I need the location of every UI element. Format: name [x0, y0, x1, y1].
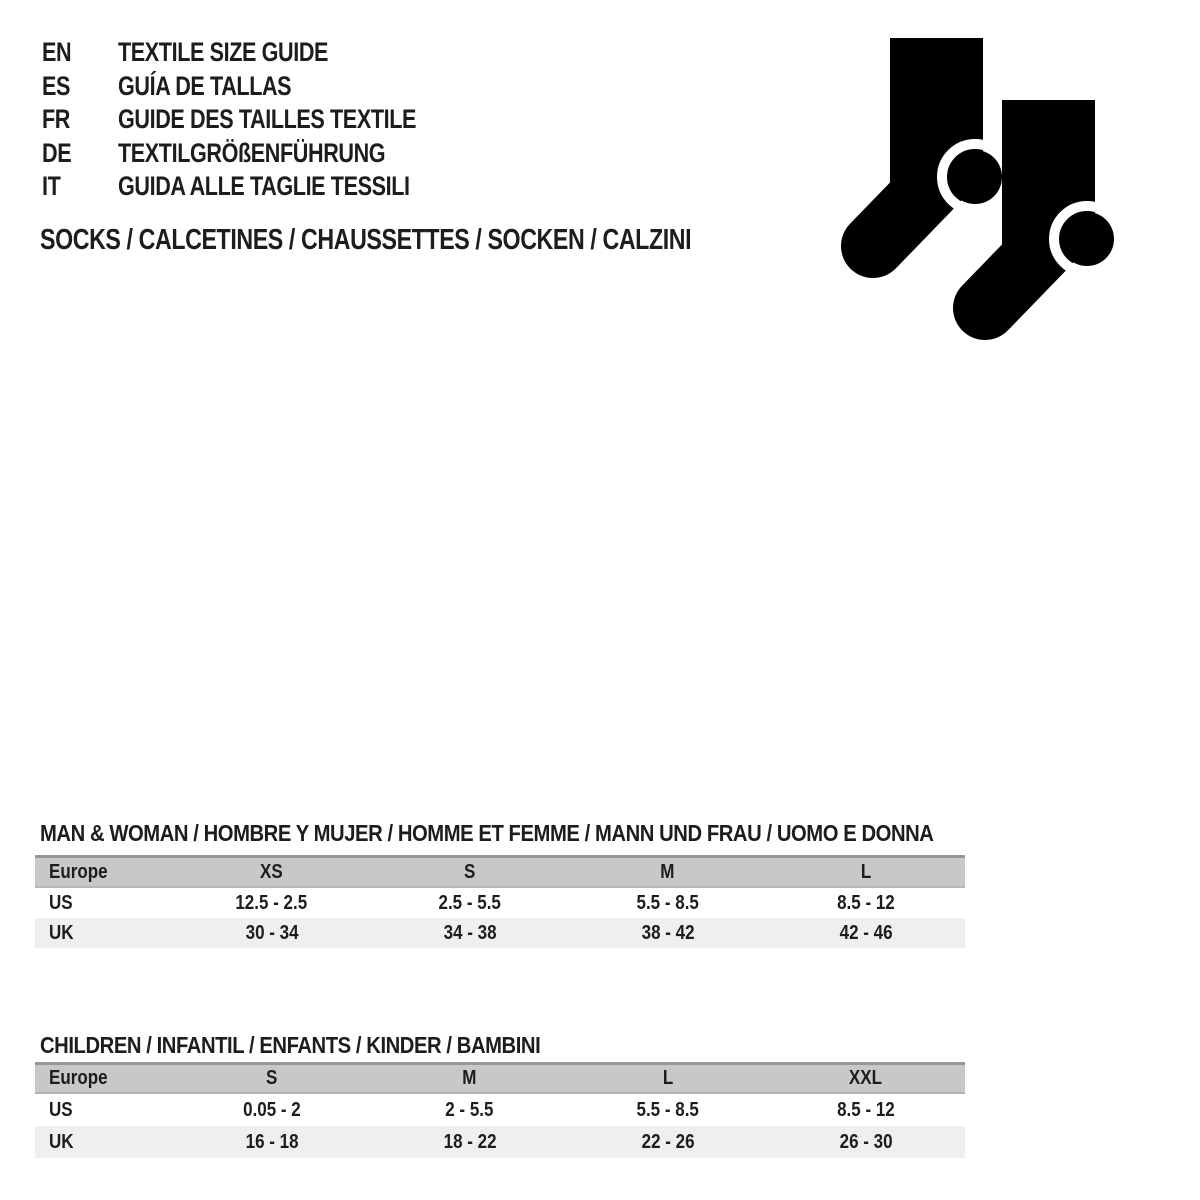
guide-title-en: TEXTILE SIZE GUIDE — [118, 37, 329, 68]
row-label-uk: UK — [49, 921, 74, 944]
size-value: 0.05 - 2 — [242, 1098, 301, 1121]
column-header-l: L — [662, 1067, 674, 1089]
guide-title-it: GUIDA ALLE TAGLIE TESSILI — [118, 171, 410, 202]
language-title-list — [42, 36, 491, 204]
column-header-europe: Europe — [49, 860, 108, 883]
table-row-us — [35, 888, 965, 918]
column-header-europe: Europe — [49, 1067, 108, 1089]
size-value: 30 - 34 — [245, 921, 299, 944]
row-label-us: US — [49, 891, 73, 914]
table-row-uk — [35, 918, 965, 948]
column-header-xxl: XXL — [849, 1067, 883, 1089]
guide-title-de: TEXTILGRÖßENFÜHRUNG — [118, 137, 386, 168]
size-table-man-woman — [35, 855, 965, 948]
language-code: EN — [42, 37, 72, 68]
language-row-fr — [42, 103, 491, 137]
column-header-m: M — [660, 860, 675, 883]
category-line: SOCKS / CALCETINES / CHAUSSETTES / SOCKEN / CALZINI — [40, 224, 692, 256]
language-code: IT — [42, 171, 61, 202]
table-row-uk — [35, 1126, 965, 1158]
column-header-m: M — [462, 1067, 477, 1089]
size-value: 16 - 18 — [245, 1130, 299, 1153]
column-header-xs: XS — [260, 860, 283, 883]
language-row-it — [42, 170, 491, 204]
size-table-children — [35, 1062, 965, 1158]
column-header-s: S — [265, 1067, 278, 1089]
size-value: 2 - 5.5 — [445, 1098, 494, 1121]
language-code: DE — [42, 137, 72, 168]
column-header-s: S — [464, 860, 476, 883]
size-value: 12.5 - 2.5 — [235, 891, 308, 914]
size-value: 5.5 - 8.5 — [636, 1098, 700, 1121]
language-row-en — [42, 36, 491, 70]
size-value: 8.5 - 12 — [837, 891, 895, 914]
column-header-l: L — [860, 860, 872, 883]
row-label-us: US — [49, 1098, 73, 1121]
table-title-man-woman: MAN & WOMAN / HOMBRE Y MUJER / HOMME ET FEMME / MANN UND FRAU / UOMO E DONNA — [40, 820, 934, 846]
table-row-us — [35, 1094, 965, 1126]
table-header-row — [35, 1062, 965, 1094]
size-value: 22 - 26 — [641, 1130, 695, 1153]
table-header-row — [35, 855, 965, 888]
table-title-children: CHILDREN / INFANTIL / ENFANTS / KINDER / BAMBINI — [40, 1032, 541, 1058]
size-value: 26 - 30 — [839, 1130, 893, 1153]
size-value: 8.5 - 12 — [837, 1098, 895, 1121]
language-code: ES — [42, 70, 71, 101]
language-code: FR — [42, 104, 70, 135]
size-value: 5.5 - 8.5 — [636, 891, 700, 914]
guide-title-fr: GUIDE DES TAILLES TEXTILE — [118, 104, 417, 135]
size-value: 34 - 38 — [443, 921, 497, 944]
language-row-es — [42, 70, 491, 104]
size-value: 42 - 46 — [839, 921, 893, 944]
size-value: 38 - 42 — [641, 921, 695, 944]
size-value: 18 - 22 — [443, 1130, 497, 1153]
socks-icon — [815, 30, 1115, 350]
language-row-de — [42, 137, 491, 171]
row-label-uk: UK — [49, 1130, 74, 1153]
guide-title-es: GUÍA DE TALLAS — [118, 70, 292, 101]
size-value: 2.5 - 5.5 — [438, 891, 501, 914]
